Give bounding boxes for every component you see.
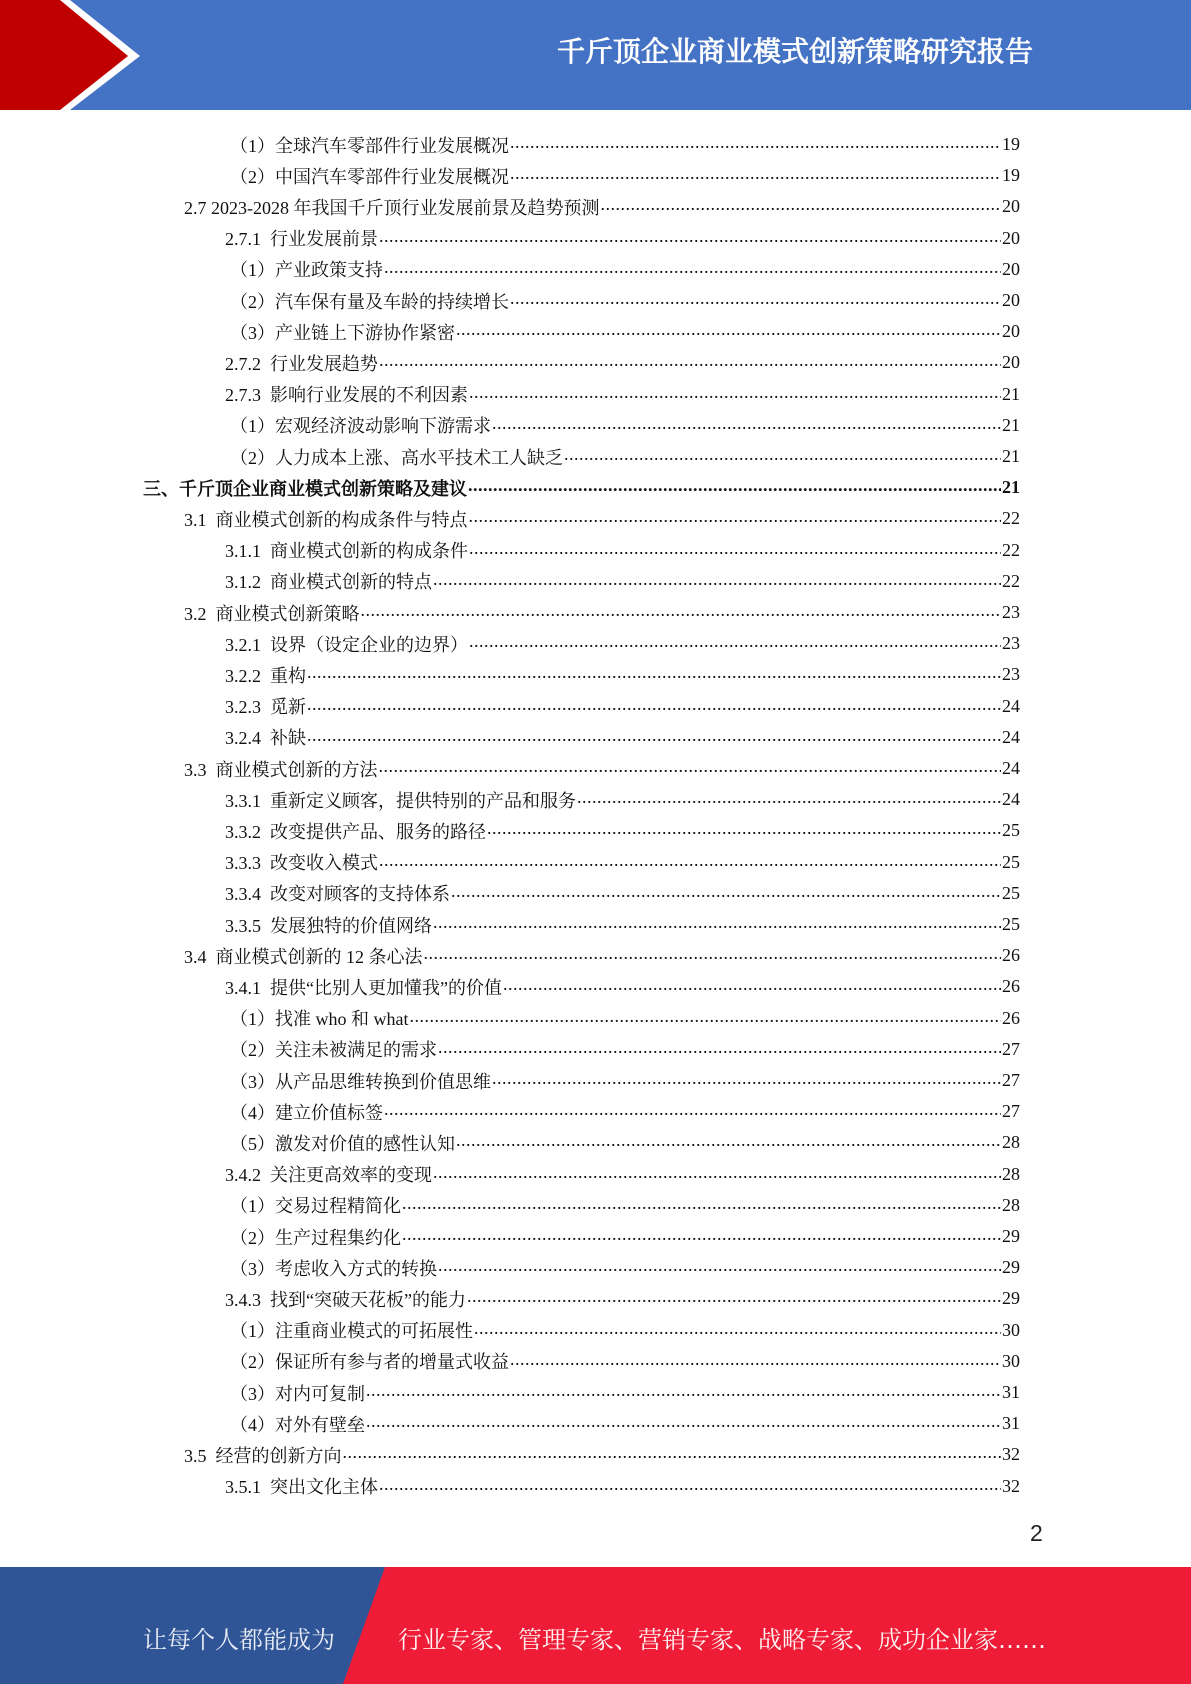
toc-entry-page: 29 [1002, 1226, 1020, 1246]
toc-entry-page: 29 [1002, 1288, 1020, 1309]
dot-leader [433, 1162, 1001, 1183]
dot-leader [469, 538, 1001, 559]
toc-entry-label: （1）宏观经济波动影响下游需求 [230, 416, 491, 437]
dot-leader [510, 1349, 1001, 1370]
toc-entry-page: 19 [1002, 165, 1020, 186]
toc-entry[interactable] [225, 223, 1020, 254]
toc-entry[interactable] [230, 254, 1020, 285]
dot-leader [510, 132, 1001, 153]
dot-leader [492, 413, 1001, 434]
toc-entry-page: 20 [1002, 196, 1020, 217]
toc-entry-label: 3.3.1 重新定义顾客，提供特别的产品和服务 [225, 790, 576, 811]
toc-entry[interactable] [184, 191, 1020, 222]
toc-entry-label: 2.7.3 影响行业发展的不利因素 [225, 385, 468, 406]
toc-entry-label: 3.1.1 商业模式创新的构成条件 [225, 541, 468, 562]
toc-entry[interactable] [230, 410, 1020, 441]
toc-entry[interactable] [230, 1096, 1020, 1127]
toc-entry-label: 3.3.5 发展独特的价值网络 [225, 915, 432, 936]
toc-entry[interactable] [184, 1439, 1020, 1470]
toc-entry-label: （4）对外有壁垒 [230, 1414, 365, 1435]
toc-entry[interactable] [230, 316, 1020, 347]
toc-entry[interactable] [230, 441, 1020, 472]
toc-entry-page: 25 [1002, 882, 1020, 903]
toc-entry-label: 2.7.1 行业发展前景 [225, 229, 378, 250]
toc-entry[interactable] [230, 1127, 1020, 1158]
toc-entry-label: （1）注重商业模式的可拓展性 [230, 1321, 473, 1342]
toc-entry[interactable] [225, 847, 1020, 878]
dot-leader [433, 569, 1001, 590]
toc-entry-page: 29 [1002, 1257, 1020, 1278]
toc-entry[interactable] [225, 691, 1020, 722]
dot-leader [438, 1037, 1001, 1058]
toc-entry[interactable] [230, 1003, 1020, 1034]
toc-entry-page: 20 [1002, 321, 1020, 342]
toc-entry[interactable] [184, 940, 1020, 971]
toc-entry-page: 31 [1002, 1413, 1020, 1434]
toc-entry[interactable] [225, 1471, 1020, 1502]
toc-entry-label: （2）人力成本上涨、高水平技术工人缺乏 [230, 447, 563, 468]
dot-leader [379, 850, 1001, 871]
report-title: 千斤顶企业商业模式创新策略研究报告 [556, 35, 1033, 68]
dot-leader [402, 1193, 1001, 1214]
toc-entry[interactable] [225, 909, 1020, 940]
toc-entry[interactable] [230, 1408, 1020, 1439]
dot-leader [433, 912, 1001, 933]
dot-leader [424, 943, 1002, 964]
toc-entry-page: 26 [1002, 945, 1020, 966]
toc-entry-page: 22 [1002, 508, 1020, 529]
toc-entry-page: 24 [1002, 789, 1020, 810]
toc-entry-page: 23 [1002, 633, 1020, 654]
toc-entry-label: （5）激发对价值的感性认知 [230, 1133, 455, 1154]
toc-entry-page: 22 [1002, 539, 1020, 560]
toc-entry-label: （1）找准 who 和 what [230, 1009, 409, 1030]
toc-entry-label: 3.4 商业模式创新的 12 条心法 [184, 946, 423, 967]
toc-entry-page: 31 [1002, 1382, 1020, 1402]
toc-entry[interactable] [225, 628, 1020, 659]
toc-entry-page: 20 [1002, 290, 1020, 310]
toc-entry[interactable] [230, 1252, 1020, 1283]
dot-leader [469, 506, 1002, 527]
dot-leader [601, 194, 1002, 215]
dot-leader [343, 1442, 1002, 1463]
toc-entry[interactable] [225, 535, 1020, 566]
toc-entry-page: 24 [1002, 726, 1020, 747]
toc-entry-label: 3.2.4 补缺 [225, 728, 306, 749]
toc-entry[interactable] [184, 753, 1020, 784]
toc-entry-label: （2）中国汽车零部件行业发展概况 [230, 166, 509, 187]
toc-entry-page: 21 [1002, 446, 1020, 466]
dot-leader [564, 444, 1001, 465]
footer-slogan-left: 让每个人都能成为 [143, 1626, 335, 1654]
toc-entry-label: 3.1 商业模式创新的构成条件与特点 [184, 509, 468, 530]
toc-entry-page: 27 [1002, 1101, 1020, 1122]
dot-leader [307, 694, 1001, 715]
toc-entry-label: （3）对内可复制 [230, 1383, 365, 1404]
toc-entry-label: 3.4.2 关注更高效率的变现 [225, 1165, 432, 1186]
toc-entry-page: 26 [1002, 1007, 1020, 1028]
toc-entry[interactable] [225, 722, 1020, 753]
dot-leader [467, 1286, 1001, 1307]
toc-entry-page: 21 [1002, 477, 1020, 498]
toc-entry-label: 2.7.2 行业发展趋势 [225, 353, 378, 374]
arrow-decoration-icon [0, 0, 160, 110]
toc-entry[interactable] [230, 160, 1020, 191]
toc-entry-page: 23 [1002, 664, 1020, 685]
dot-leader [510, 163, 1001, 184]
toc-entry[interactable] [225, 971, 1020, 1002]
toc-entry-label: （1）全球汽车零部件行业发展概况 [230, 135, 509, 156]
footer-slogan-right: 行业专家、管理专家、营销专家、战略专家、成功企业家…… [398, 1626, 1046, 1654]
dot-leader [366, 1380, 1001, 1401]
dot-leader [379, 1474, 1001, 1495]
toc-entry-page: 19 [1002, 134, 1020, 154]
toc-entry-label: （3）从产品思维转换到价值思维 [230, 1071, 491, 1092]
toc-entry[interactable] [225, 659, 1020, 690]
dot-leader [469, 631, 1001, 652]
toc-entry[interactable] [230, 1190, 1020, 1221]
dot-leader [474, 1318, 1001, 1339]
dot-leader [307, 725, 1001, 746]
toc-entry[interactable] [225, 1159, 1020, 1190]
toc-entry-label: 3.2.3 觅新 [225, 697, 306, 718]
toc-entry-page: 25 [1002, 851, 1020, 872]
dot-leader [361, 600, 1002, 621]
toc-entry-label: 3.2 商业模式创新策略 [184, 603, 360, 624]
toc-entry-label: 3.4.3 找到“突破天花板”的能力 [225, 1289, 466, 1310]
toc-entry-page: 21 [1002, 414, 1020, 435]
toc-entry[interactable] [225, 566, 1020, 597]
toc-entry-page: 27 [1002, 1070, 1020, 1090]
dot-leader [438, 1255, 1001, 1276]
dot-leader [469, 382, 1001, 403]
toc-entry-label: 3.5 经营的创新方向 [184, 1445, 342, 1466]
dot-leader [307, 662, 1001, 683]
toc-entry-page: 24 [1002, 758, 1020, 778]
toc-entry-label: 三、千斤顶企业商业模式创新策略及建议 [143, 478, 467, 499]
toc-entry-label: （3）产业链上下游协作紧密 [230, 322, 455, 343]
toc-entry-label: 3.5.1 突出文化主体 [225, 1477, 378, 1498]
toc-entry[interactable] [225, 815, 1020, 846]
toc-entry-label: 3.3 商业模式创新的方法 [184, 759, 378, 780]
toc-entry[interactable] [230, 1034, 1020, 1065]
toc-entry-label: 3.4.1 提供“比别人更加懂我”的价值 [225, 977, 502, 998]
dot-leader [492, 1068, 1001, 1089]
toc-entry[interactable] [225, 347, 1020, 378]
toc-entry-label: （3）考虑收入方式的转换 [230, 1258, 437, 1279]
toc-entry-page: 28 [1002, 1132, 1020, 1153]
toc-entry-page: 24 [1002, 695, 1020, 716]
toc-entry[interactable] [230, 1065, 1020, 1096]
dot-leader [510, 288, 1001, 309]
toc-entry-page: 21 [1002, 383, 1020, 404]
dot-leader [468, 475, 1001, 496]
toc-entry-label: 3.3.3 改变收入模式 [225, 853, 378, 874]
toc-entry-label: （1）交易过程精简化 [230, 1196, 401, 1217]
dot-leader [503, 974, 1001, 995]
dot-leader [366, 1411, 1001, 1432]
page-header [0, 0, 1191, 110]
toc-entry[interactable] [230, 129, 1020, 160]
toc-entry-label: （2）汽车保有量及车龄的持续增长 [230, 291, 509, 312]
toc-entry[interactable] [143, 472, 1020, 503]
dot-leader [456, 1130, 1001, 1151]
toc-entry-label: （4）建立价值标签 [230, 1102, 383, 1123]
toc-entry[interactable] [230, 1221, 1020, 1252]
dot-leader [379, 756, 1002, 777]
toc-entry-page: 28 [1002, 1163, 1020, 1184]
toc-entry-label: （2）保证所有参与者的增量式收益 [230, 1352, 509, 1373]
toc-entry[interactable] [230, 1315, 1020, 1346]
dot-leader [402, 1224, 1001, 1245]
toc-entry-page: 27 [1002, 1038, 1020, 1059]
toc-entry[interactable] [184, 597, 1020, 628]
toc-entry-page: 20 [1002, 258, 1020, 279]
toc-entry[interactable] [230, 285, 1020, 316]
toc-entry-page: 23 [1002, 602, 1020, 622]
toc-entry-label: 3.3.4 改变对顾客的支持体系 [225, 884, 450, 905]
dot-leader [456, 319, 1001, 340]
toc-entry[interactable] [225, 878, 1020, 909]
toc-entry-label: （2）生产过程集约化 [230, 1227, 401, 1248]
toc-entry-label: 3.3.2 改变提供产品、服务的路径 [225, 821, 486, 842]
dot-leader [379, 226, 1001, 247]
toc-entry[interactable] [230, 1377, 1020, 1408]
toc-entry-page: 28 [1002, 1194, 1020, 1215]
toc-entry[interactable] [225, 379, 1020, 410]
toc-entry-page: 25 [1002, 820, 1020, 841]
dot-leader [487, 818, 1001, 839]
dot-leader [410, 1006, 1002, 1027]
dot-leader [577, 787, 1001, 808]
toc-entry[interactable] [225, 1283, 1020, 1314]
dot-leader [451, 881, 1001, 902]
toc-entry[interactable] [230, 1346, 1020, 1377]
toc-entry-page: 25 [1002, 914, 1020, 934]
toc-entry-page: 32 [1002, 1444, 1020, 1465]
toc-entry-label: 3.1.2 商业模式创新的特点 [225, 572, 432, 593]
toc-entry-label: 3.2.1 设界（设定企业的边界） [225, 634, 468, 655]
toc-entry-page: 20 [1002, 227, 1020, 248]
toc-entry-page: 32 [1002, 1475, 1020, 1496]
toc-entry[interactable] [184, 503, 1020, 534]
toc-entry[interactable] [225, 784, 1020, 815]
toc-entry-page: 26 [1002, 976, 1020, 997]
dot-leader [384, 1099, 1001, 1120]
toc-entry-page: 20 [1002, 352, 1020, 373]
toc-entry-page: 30 [1002, 1350, 1020, 1371]
dot-leader [384, 257, 1001, 278]
toc-entry-page: 22 [1002, 570, 1020, 591]
dot-leader [379, 350, 1001, 371]
toc-entry-label: （2）关注未被满足的需求 [230, 1040, 437, 1061]
toc-entry-label: 2.7 2023-2028 年我国千斤顶行业发展前景及趋势预测 [184, 197, 600, 218]
toc-entry-label: 3.2.2 重构 [225, 665, 306, 686]
toc-entry-page: 30 [1002, 1319, 1020, 1340]
page-number: 2 [1030, 1520, 1043, 1546]
toc-entry-label: （1）产业政策支持 [230, 260, 383, 281]
